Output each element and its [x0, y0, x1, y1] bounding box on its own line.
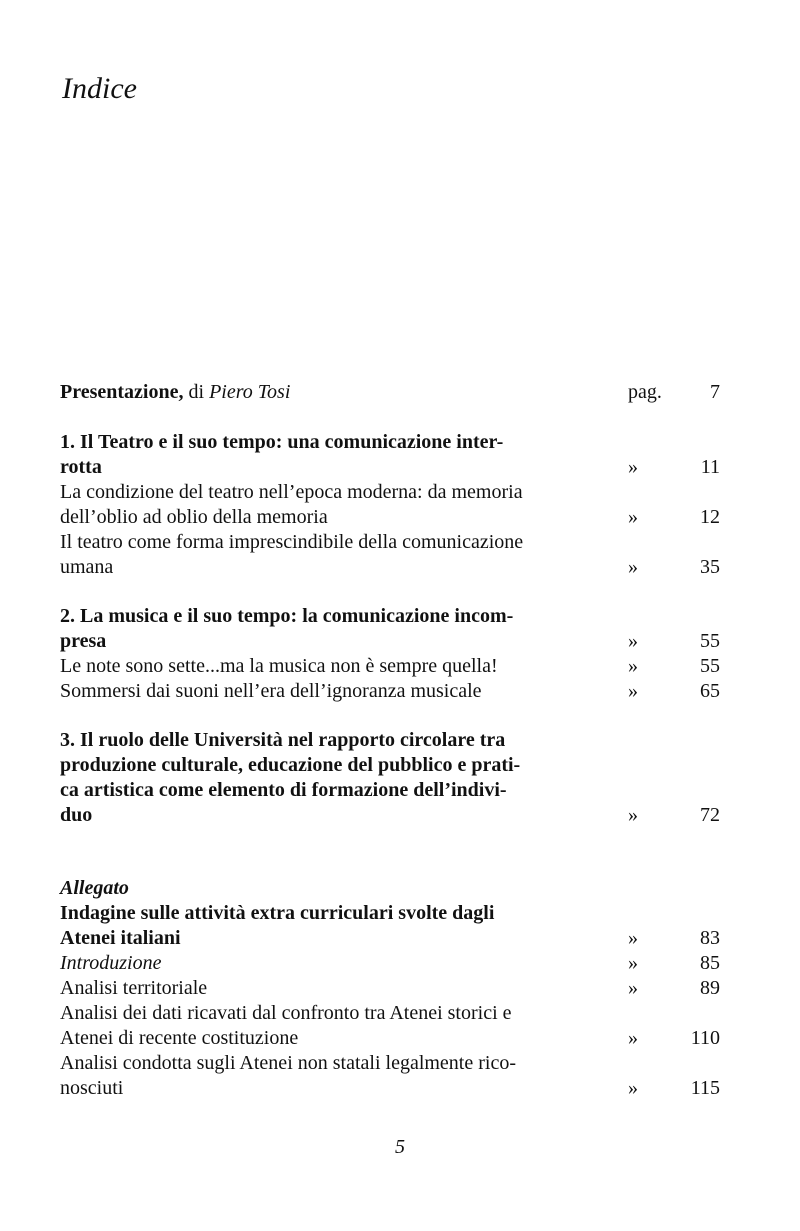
- page-number: 12: [700, 506, 720, 528]
- page-number: 55: [700, 630, 720, 652]
- chapter-title: ca artistica come elemento di formazione dell’indivi-: [60, 779, 507, 801]
- page-folio: 5: [395, 1136, 405, 1158]
- page-number: 65: [700, 680, 720, 702]
- appendix-title: Indagine sulle attività extra curriculari svolte dagli: [60, 902, 495, 924]
- ditto-marker: »: [628, 680, 638, 702]
- ditto-marker: »: [628, 952, 638, 974]
- chapter-title: 2. La musica e il suo tempo: la comunicazione incom-: [60, 605, 514, 627]
- page-number: 115: [690, 1077, 720, 1099]
- ditto-marker: »: [628, 1077, 638, 1099]
- section-title: Il teatro come forma imprescindibile della comunicazione: [60, 531, 524, 553]
- section-title: Le note sono sette...ma la musica non è sempre quella!: [60, 655, 498, 677]
- section-title: Analisi condotta sugli Atenei non statali legalmente rico-: [60, 1052, 516, 1074]
- chapter-title: rotta: [60, 456, 102, 478]
- section-title: nosciuti: [60, 1077, 124, 1099]
- entry-author: Piero Tosi: [209, 381, 291, 403]
- section-title: Introduzione: [60, 952, 162, 974]
- chapter-title: 3. Il ruolo delle Università nel rapporto circolare tra: [60, 729, 506, 751]
- chapter-title: duo: [60, 804, 93, 826]
- toc-entry: [60, 380, 720, 405]
- chapter-title: produzione culturale, educazione del pubblico e prati-: [60, 754, 521, 776]
- toc-chapter-1: [60, 430, 720, 580]
- toc-chapter-3: [60, 728, 720, 828]
- entry-by: di: [183, 381, 210, 403]
- page-number: 85: [700, 952, 720, 974]
- toc-allegato: [60, 876, 720, 1101]
- ditto-marker: »: [628, 506, 638, 528]
- section-title: Atenei di recente costituzione: [60, 1027, 299, 1049]
- section-title: Analisi territoriale: [60, 977, 208, 999]
- appendix-label: Allegato: [60, 877, 129, 899]
- ditto-marker: »: [628, 804, 638, 826]
- ditto-marker: »: [628, 556, 638, 578]
- page-number: 83: [700, 927, 720, 949]
- appendix-title: Atenei italiani: [60, 927, 181, 949]
- section-title: Analisi dei dati ricavati dal confronto tra Atenei storici e: [60, 1002, 512, 1024]
- page-marker: pag.: [628, 381, 662, 403]
- section-title: La condizione del teatro nell’epoca moderna: da memoria: [60, 481, 523, 503]
- ditto-marker: »: [628, 927, 638, 949]
- ditto-marker: »: [628, 655, 638, 677]
- page-number: 110: [690, 1027, 720, 1049]
- toc-presentazione: [60, 380, 720, 405]
- ditto-marker: »: [628, 630, 638, 652]
- section-title: Sommersi dai suoni nell’era dell’ignoranza musicale: [60, 680, 482, 702]
- chapter-title: presa: [60, 630, 107, 652]
- entry-title: Presentazione,: [60, 381, 184, 403]
- ditto-marker: »: [628, 1027, 638, 1049]
- ditto-marker: »: [628, 977, 638, 999]
- chapter-title: 1. Il Teatro e il suo tempo: una comunicazione inter-: [60, 431, 504, 453]
- page-number: 11: [700, 456, 720, 478]
- page-heading: Indice: [62, 72, 137, 105]
- section-title: dell’oblio ad oblio della memoria: [60, 506, 328, 528]
- page-number: 55: [700, 655, 720, 677]
- page-number: 7: [710, 381, 720, 403]
- page-number: 35: [700, 556, 720, 578]
- section-title: umana: [60, 556, 114, 578]
- page-number: 72: [700, 804, 720, 826]
- toc-chapter-2: [60, 604, 720, 704]
- ditto-marker: »: [628, 456, 638, 478]
- page-number: 89: [700, 977, 720, 999]
